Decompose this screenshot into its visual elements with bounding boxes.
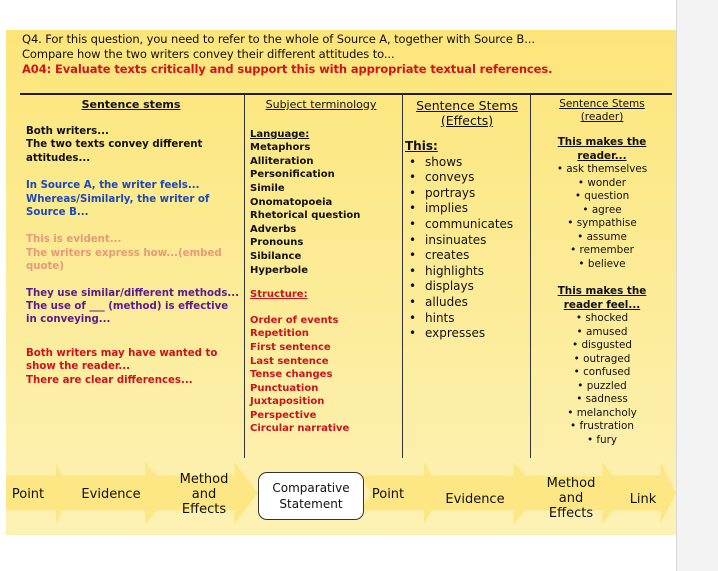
- language-label: Language:: [250, 128, 310, 140]
- effects-list: [405, 155, 529, 342]
- stem-line: Both writers...: [26, 126, 109, 137]
- reader-column: [533, 96, 671, 447]
- reader-feeling-list: [533, 312, 671, 447]
- effect-item: • conveys: [405, 170, 529, 186]
- effect-item: • alludes: [405, 295, 529, 311]
- stem-line: attitudes...: [26, 152, 91, 164]
- flow-method-1-label: [174, 472, 234, 517]
- structure-term: Perspective: [250, 409, 317, 421]
- reader-action-item: • assume: [533, 231, 671, 245]
- effect-item: • insinuates: [405, 233, 529, 249]
- makes-reader-label: [533, 136, 671, 163]
- structure-term: Order of events: [250, 314, 339, 326]
- reader-action-item: • sympathise: [533, 217, 671, 231]
- column-divider-1: [244, 95, 245, 458]
- flow-method-2-line-2: and: [558, 491, 584, 506]
- flow-method-2-label: [541, 476, 601, 521]
- structure-term: Juxtaposition: [250, 396, 325, 408]
- stem-line: The two texts convey different: [26, 139, 203, 151]
- reader-feel-line-2: reader feel...: [563, 298, 641, 311]
- stem-line: show the reader...: [26, 361, 131, 373]
- structure-label: Structure:: [250, 289, 308, 301]
- flow-method-2-line-3: Effects: [548, 506, 594, 521]
- subject-terminology-column: [250, 96, 400, 436]
- stem-line: Whereas/Similarly, the writer of: [26, 193, 210, 205]
- stem-line: Source B...: [26, 207, 89, 219]
- effect-item: • implies: [405, 201, 529, 217]
- stems-black-group: [26, 125, 242, 165]
- stem-line: Both writers may have wanted to: [26, 347, 218, 359]
- makes-reader-line-2: reader...: [577, 149, 627, 162]
- reader-action-list: [533, 163, 671, 271]
- structure-term: Punctuation: [250, 382, 319, 394]
- question-box: [22, 32, 672, 90]
- reader-action-item: • question: [533, 190, 671, 204]
- question-line-1: Q4. For this question, you need to refer to the whole of Source A, together with Source B...: [22, 32, 535, 46]
- column-divider-2: [402, 95, 403, 458]
- language-term: Sibilance: [250, 250, 302, 262]
- reader-feeling-item: • disgusted: [533, 339, 671, 353]
- structure-term: Last sentence: [250, 355, 329, 367]
- structure-term: Tense changes: [250, 369, 333, 381]
- this-label: This:: [405, 139, 438, 153]
- sentence-stems-heading: Sentence stems: [81, 98, 181, 111]
- assessment-objective: A04: Evaluate texts critically and support this with appropriate textual references.: [22, 62, 553, 76]
- effect-item: • expresses: [405, 326, 529, 342]
- language-term: Personification: [250, 169, 335, 181]
- stems-purple-group: [26, 287, 242, 327]
- comparative-line-1: Comparative: [272, 481, 350, 495]
- language-term: Onomatopoeia: [250, 196, 333, 208]
- flow-evidence-2-label: Evidence: [445, 492, 505, 507]
- language-term: Hyperbole: [250, 264, 308, 276]
- stem-line: quote): [26, 261, 64, 273]
- language-list: [250, 141, 400, 277]
- effect-item: • displays: [405, 279, 529, 295]
- language-term: Alliteration: [250, 155, 314, 167]
- stem-line: in conveying...: [26, 314, 111, 326]
- reader-feel-line-1: This makes the: [557, 285, 647, 297]
- reader-action-item: • believe: [533, 258, 671, 272]
- reader-feeling-item: • sadness: [533, 393, 671, 407]
- language-term: Adverbs: [250, 223, 297, 235]
- language-term: Simile: [250, 182, 285, 194]
- effect-item: • portrays: [405, 186, 529, 202]
- stem-line: The use of ___ (method) is effective: [26, 301, 229, 313]
- reader-feeling-item: • confused: [533, 366, 671, 380]
- flow-point-2-label: Point: [371, 487, 405, 502]
- comparative-statement-box: [258, 472, 364, 520]
- reader-action-item: • remember: [533, 244, 671, 258]
- flow-point-1-label: Point: [11, 487, 45, 502]
- flow-link-label: Link: [629, 492, 657, 507]
- reader-feel-label: [533, 285, 671, 312]
- stem-line: The writers express how...(embed: [26, 247, 222, 259]
- reader-feeling-item: • fury: [533, 434, 671, 448]
- reader-feeling-item: • puzzled: [533, 380, 671, 394]
- flow-method-1-line-3: Effects: [181, 502, 227, 517]
- flow-method-2-line-1: Method: [546, 476, 596, 491]
- comparative-line-2: Statement: [279, 497, 343, 511]
- reader-action-item: • ask themselves: [533, 163, 671, 177]
- reader-action-item: • agree: [533, 204, 671, 218]
- structure-term: First sentence: [250, 341, 331, 353]
- reader-feeling-item: • melancholy: [533, 407, 671, 421]
- reader-feeling-item: • shocked: [533, 312, 671, 326]
- stem-line: There are clear differences...: [26, 374, 193, 386]
- column-divider-3: [530, 95, 531, 458]
- reader-heading-line-1: Sentence Stems: [559, 98, 645, 110]
- stems-orange-group: [26, 233, 242, 273]
- subject-terminology-heading: Subject terminology: [265, 98, 377, 111]
- flow-method-1-line-2: and: [191, 487, 217, 502]
- effects-column: [405, 96, 529, 342]
- effect-item: • communicates: [405, 217, 529, 233]
- stems-blue-group: [26, 179, 242, 219]
- effects-heading-line-1: Sentence Stems: [416, 98, 518, 113]
- language-term: Pronouns: [250, 237, 304, 249]
- reader-heading: [533, 98, 671, 124]
- header-divider: [20, 93, 672, 95]
- reader-action-item: • wonder: [533, 177, 671, 191]
- stem-line: This is evident...: [26, 234, 122, 246]
- structure-list: [250, 314, 400, 436]
- reader-feeling-item: • outraged: [533, 353, 671, 367]
- language-term: Rhetorical question: [250, 210, 361, 222]
- reader-heading-line-2: (reader): [580, 111, 624, 123]
- sentence-stems-column: [26, 96, 242, 387]
- effects-heading: [405, 98, 529, 128]
- effect-item: • highlights: [405, 264, 529, 280]
- reader-feeling-item: • amused: [533, 326, 671, 340]
- flow-evidence-1-label: Evidence: [81, 487, 141, 502]
- effects-heading-line-2: (Effects): [440, 113, 494, 128]
- effect-item: • hints: [405, 311, 529, 327]
- flow-method-1-line-1: Method: [179, 472, 229, 487]
- effect-item: • creates: [405, 248, 529, 264]
- question-line-2: Compare how the two writers convey their different attitudes to...: [22, 47, 395, 61]
- language-term: Metaphors: [250, 142, 311, 154]
- makes-reader-line-1: This makes the: [557, 136, 647, 148]
- reader-feeling-item: • frustration: [533, 420, 671, 434]
- structure-term: Repetition: [250, 328, 309, 340]
- effect-item: • shows: [405, 155, 529, 171]
- stems-red-group: [26, 347, 242, 387]
- structure-term: Circular narrative: [250, 423, 350, 435]
- stem-line: They use similar/different methods...: [26, 287, 240, 299]
- stem-line: In Source A, the writer feels...: [26, 180, 200, 192]
